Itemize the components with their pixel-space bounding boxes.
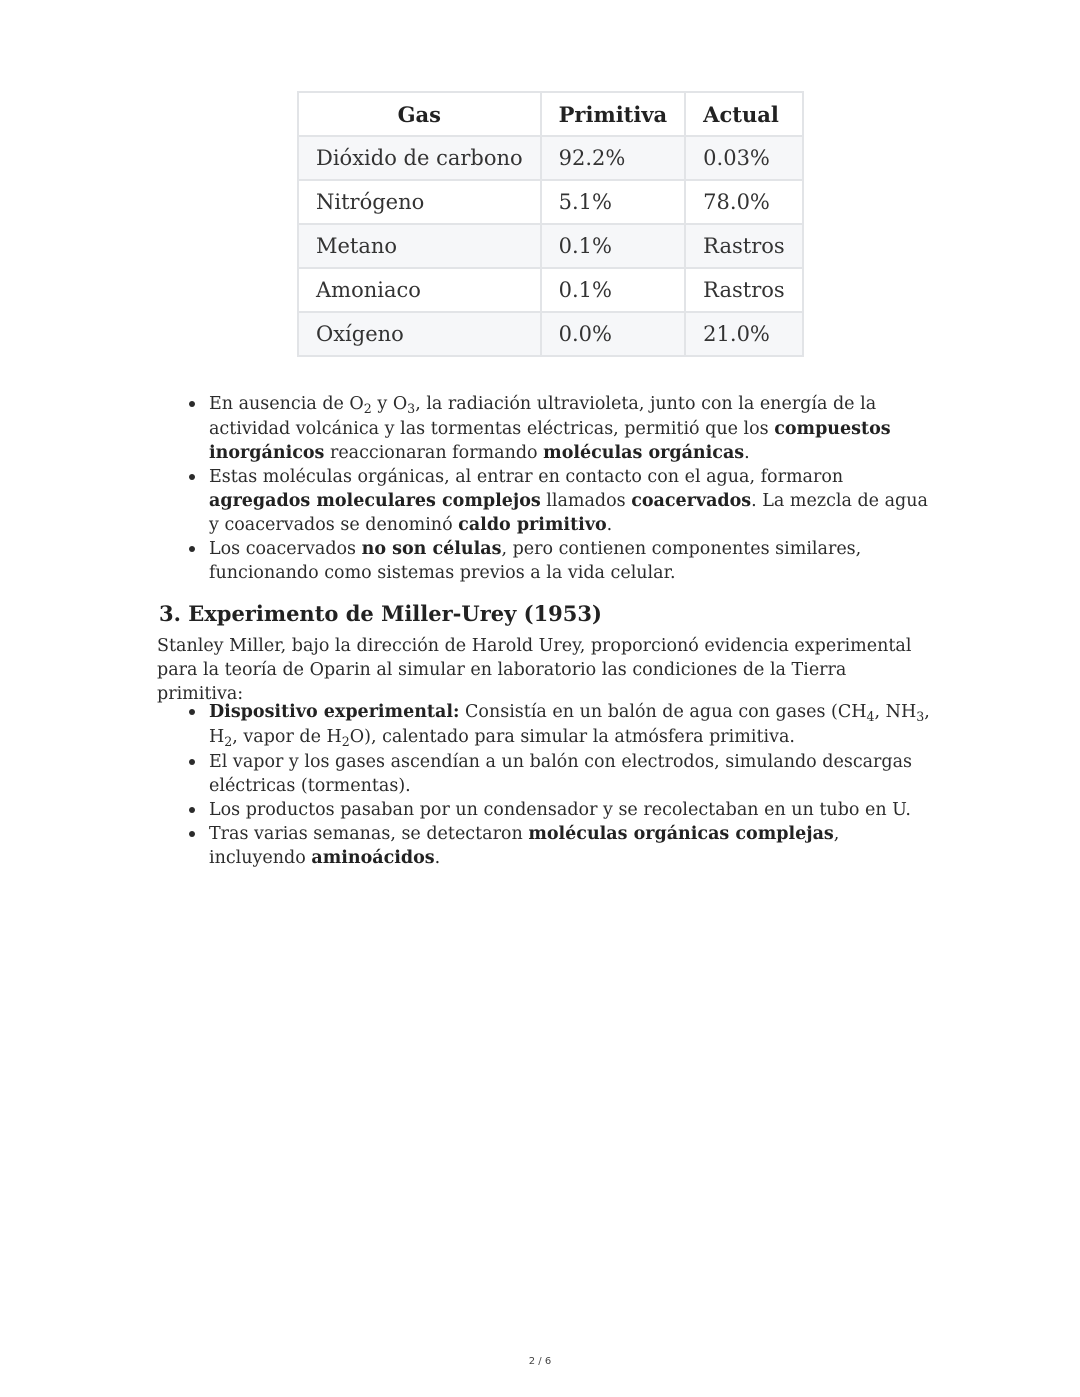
cell-actual: Rastros: [685, 268, 803, 312]
cell-primitiva: 0.1%: [541, 224, 686, 268]
table-header-row: [298, 92, 803, 136]
cell-actual: Rastros: [685, 224, 803, 268]
list-item: Los productos pasaban por un condensador y se recolectaban en un tubo en U.: [209, 798, 939, 822]
cell-primitiva: 5.1%: [541, 180, 686, 224]
table-row: [298, 136, 803, 180]
cell-primitiva: 92.2%: [541, 136, 686, 180]
cell-gas: Metano: [298, 224, 541, 268]
section-heading: 3. Experimento de Miller-Urey (1953): [159, 601, 602, 626]
list-item: El vapor y los gases ascendían a un balón con electrodos, simulando descargas eléctricas (tormentas).: [209, 750, 939, 798]
cell-gas: Dióxido de carbono: [298, 136, 541, 180]
header-actual: Actual: [685, 92, 803, 136]
list-item: En ausencia de $O_2$ y $O_3$, la radiación ultravioleta, junto con la energía de la actividad volcánica y las tormentas eléctricas, permitió que los compuestos inorgánicos reaccionaran formando moléculas orgánicas.: [209, 392, 939, 465]
page-number: 2 / 6: [528, 1356, 552, 1367]
section-intro: Stanley Miller, bajo la dirección de Harold Urey, proporcionó evidencia experimental para la teoría de Oparin al simular en laboratorio las condiciones de la Tierra primitiva:: [157, 636, 912, 704]
cell-primitiva: 0.1%: [541, 268, 686, 312]
table-row: [298, 312, 803, 356]
header-gas: Gas: [298, 92, 541, 136]
cell-gas: Amoniaco: [298, 268, 541, 312]
cell-primitiva: 0.0%: [541, 312, 686, 356]
table-row: [298, 180, 803, 224]
cell-actual: 0.03%: [685, 136, 803, 180]
cell-gas: Nitrógeno: [298, 180, 541, 224]
table-row: [298, 268, 803, 312]
cell-actual: 21.0%: [685, 312, 803, 356]
cell-gas: Oxígeno: [298, 312, 541, 356]
list-item: Tras varias semanas, se detectaron moléculas orgánicas complejas, incluyendo aminoácidos.: [209, 822, 939, 870]
list-item: Estas moléculas orgánicas, al entrar en contacto con el agua, formaron agregados moleculares complejos llamados coacervados. La mezcla de agua y coacervados se denominó caldo primitivo.: [209, 465, 939, 537]
list-item: Dispositivo experimental: Consistía en un balón de agua con gases ($CH_4$, $NH_3$, $H_2$, vapor de $H_2O$), calentado para simular la atmósfera primitiva.: [209, 700, 939, 750]
header-primitiva: Primitiva: [541, 92, 686, 136]
list-item: Los coacervados no son células, pero contienen componentes similares, funcionando como sistemas previos a la vida celular.: [209, 537, 939, 585]
table-row: [298, 224, 803, 268]
gas-composition-table: [297, 91, 804, 357]
cell-actual: 78.0%: [685, 180, 803, 224]
miller-bullet-list: [209, 700, 939, 870]
oparin-bullet-list: [209, 392, 939, 585]
